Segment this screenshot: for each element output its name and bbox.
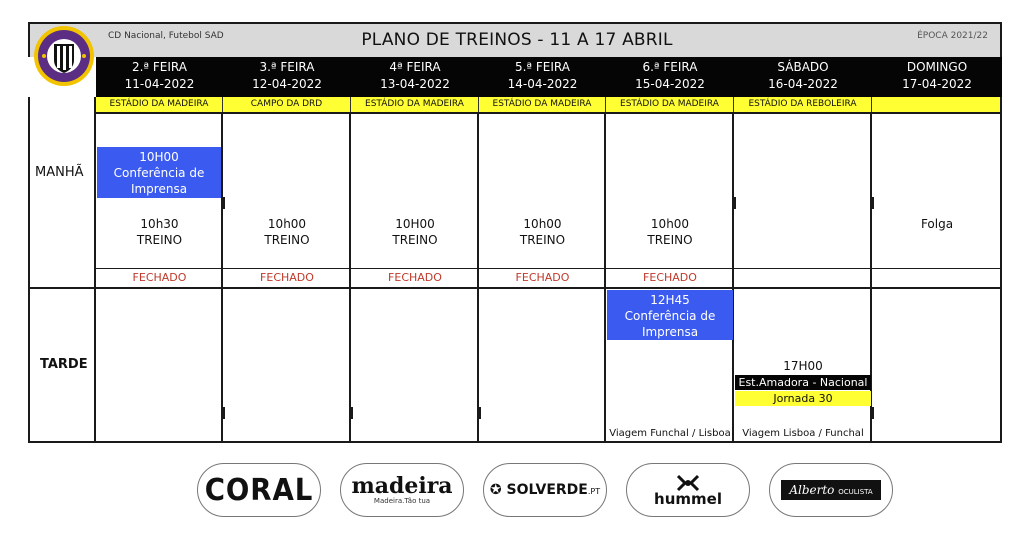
club-name: CD Nacional, Futebol SAD: [108, 31, 224, 41]
chip-icon: ✪: [489, 482, 502, 498]
divider-top: [96, 112, 1002, 114]
page-title: PLANO DE TREINOS - 11 A 17 ABRIL: [361, 30, 673, 50]
press-conference-fri: [607, 290, 733, 340]
day-name: 3.ª FEIRA: [259, 60, 315, 74]
venue-sun: [872, 97, 1002, 112]
session-label: TREINO: [519, 233, 566, 247]
session-time: 10h30: [140, 217, 179, 231]
day-header-thu: [479, 57, 606, 97]
day-name: SÁBADO: [777, 60, 829, 74]
sponsor-madeira-tagline: Madeira.Tão tua: [373, 497, 431, 505]
sponsor-alberto-logo: [769, 463, 893, 517]
sponsor-coral-logo: [197, 463, 321, 517]
divider-status: [96, 268, 1002, 269]
day-header-tue: [223, 57, 351, 97]
grid-tick: [223, 197, 225, 209]
day-date: 13-04-2022: [380, 77, 450, 91]
session-time: 10H00: [395, 217, 435, 231]
press-conference-mon: [97, 147, 221, 198]
status-fri: FECHADO: [643, 271, 697, 284]
sponsor-alberto-suffix: OCULISTA: [838, 488, 873, 496]
day-name: 6.ª FEIRA: [642, 60, 698, 74]
press-text: Conferência de Imprensa: [113, 166, 205, 196]
grid-tick: [872, 197, 874, 209]
press-time: 10H00: [139, 150, 179, 164]
session-label: TREINO: [392, 233, 438, 247]
season-label: ÉPOCA 2021/22: [917, 31, 988, 41]
day-date: 16-04-2022: [768, 77, 838, 91]
divider-bottom: [28, 441, 1002, 443]
status-mon: FECHADO: [132, 271, 187, 284]
day-date: 17-04-2022: [902, 77, 972, 91]
sponsor-coral-text: CORAL: [204, 472, 314, 508]
session-label: TREINO: [264, 233, 310, 247]
sponsor-hummel-logo: [626, 463, 750, 517]
press-text: Conferência de Imprensa: [624, 309, 716, 339]
sponsor-solverde-suffix: .PT: [587, 487, 601, 496]
day-header-mon: [96, 57, 223, 97]
sponsor-madeira-logo: [340, 463, 464, 517]
venue-mon: ESTÁDIO DA MADEIRA: [96, 97, 223, 112]
sponsor-alberto-text: Alberto: [789, 483, 835, 497]
venue-sat: ESTÁDIO DA REBOLEIRA: [734, 97, 872, 112]
travel-fri: Viagem Funchal / Lisboa: [609, 428, 731, 439]
sponsor-solverde-logo: [483, 463, 607, 517]
period-afternoon: TARDE: [40, 357, 88, 372]
day-date: 14-04-2022: [507, 77, 578, 91]
sunday-rest: Folga: [920, 217, 954, 231]
grid-tick: [479, 407, 481, 419]
title-bar: [28, 22, 1002, 57]
period-morning: MANHÃ: [35, 165, 84, 180]
press-time: 12H45: [650, 293, 690, 307]
day-date: 15-04-2022: [635, 77, 705, 91]
session-label: TREINO: [647, 233, 693, 247]
venue-wed: ESTÁDIO DA MADEIRA: [351, 97, 479, 112]
training-plan-table: [28, 22, 1002, 443]
game-round: Jornada 30: [735, 391, 871, 406]
venue-fri: ESTÁDIO DA MADEIRA: [606, 97, 734, 112]
status-thu: FECHADO: [515, 271, 570, 284]
session-time: 10h00: [650, 217, 690, 231]
session-fri: [606, 216, 734, 248]
sponsor-hummel-text: hummel: [654, 490, 722, 508]
divider-periods: [28, 287, 1002, 289]
grid-tick: [351, 407, 353, 419]
day-name: DOMINGO: [906, 60, 968, 74]
venue-tue: CAMPO DA DRD: [223, 97, 351, 112]
sponsor-madeira-text: madeira: [351, 473, 453, 499]
session-label: TREINO: [136, 233, 183, 247]
venue-thu: ESTÁDIO DA MADEIRA: [479, 97, 606, 112]
session-time: 10h00: [267, 217, 307, 231]
column-sun: [872, 112, 1002, 443]
club-crest-icon: [30, 24, 98, 88]
travel-sat: Viagem Lisboa / Funchal: [742, 428, 864, 439]
day-name: 4ª FEIRA: [389, 60, 441, 74]
game-time: 17H00: [783, 359, 823, 373]
status-tue: FECHADO: [260, 271, 314, 284]
day-header-fri: [606, 57, 734, 97]
day-name: 5.ª FEIRA: [514, 60, 570, 74]
grid-tick: [223, 407, 225, 419]
day-header-sun: [872, 57, 1002, 97]
day-header-wed: [351, 57, 479, 97]
session-wed: [351, 216, 479, 248]
day-date: 12-04-2022: [252, 77, 322, 91]
session-mon: [96, 216, 223, 248]
grid-tick: [872, 407, 874, 419]
game-match: Est.Amadora - Nacional: [735, 375, 871, 390]
sponsor-solverde-text: SOLVERDE: [506, 482, 588, 498]
session-tue: [223, 216, 351, 248]
day-header-sat: [734, 57, 872, 97]
session-thu: [479, 216, 606, 248]
day-date: 11-04-2022: [124, 77, 195, 91]
period-label-column: [28, 97, 96, 443]
day-name: 2.ª FEIRA: [131, 60, 187, 74]
status-wed: FECHADO: [388, 271, 442, 284]
grid-tick: [734, 197, 736, 209]
session-time: 10h00: [523, 217, 562, 231]
